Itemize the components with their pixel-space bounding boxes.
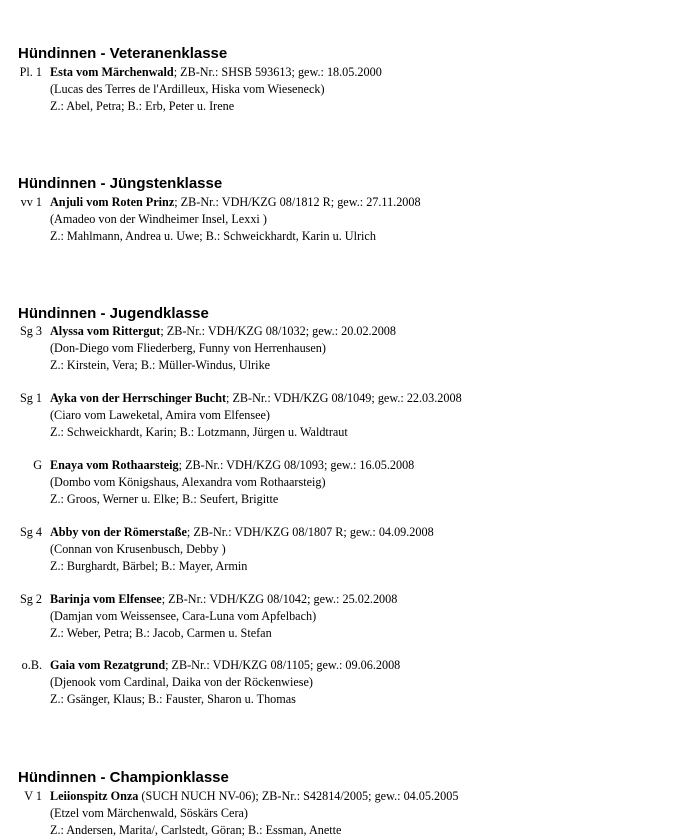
dog-entry: [0, 524, 700, 574]
grade-label: o.B.: [21, 658, 42, 672]
breeder-owner-line: Z.: Mahlmann, Andrea u. Uwe; B.: Schweickhardt, Karin u. Ulrich: [50, 228, 376, 243]
dog-name: Abby von der Römerstaße: [50, 525, 187, 539]
parents-line: (Connan von Krusenbusch, Debby ): [50, 541, 226, 556]
dog-entry: [0, 64, 700, 114]
breeder-owner-line: Z.: Weber, Petra; B.: Jacob, Carmen u. Stefan: [50, 625, 272, 640]
registration-details: ; ZB-Nr.: VDH/KZG 08/1049; gew.: 22.03.2008: [226, 391, 462, 405]
section-title: Hündinnen - Veteranenklasse: [18, 45, 228, 62]
dog-name: Anjuli vom Roten Prinz: [50, 195, 175, 209]
parents-line: (Djenook vom Cardinal, Daika von der Röckenwiese): [50, 674, 313, 689]
breeder-owner-line: Z.: Abel, Petra; B.: Erb, Peter u. Irene: [50, 98, 235, 113]
grade-label: Sg 1: [19, 391, 42, 405]
dog-name: Leiionspitz Onza: [50, 789, 139, 803]
registration-details: (SUCH NUCH NV-06); ZB-Nr.: S42814/2005; gew.: 04.05.2005: [138, 789, 459, 803]
grade-label: vv 1: [20, 195, 42, 209]
dog-entry: [0, 788, 700, 838]
registration-details: ; ZB-Nr.: SHSB 593613; gew.: 18.05.2000: [173, 65, 382, 79]
breeder-owner-line: Z.: Andersen, Marita/, Carlstedt, Göran; B.: Essman, Anette: [50, 822, 342, 837]
section-title: Hündinnen - Championklasse: [18, 769, 229, 786]
dog-name: Barinja vom Elfensee: [50, 592, 162, 606]
breeder-owner-line: Z.: Groos, Werner u. Elke; B.: Seufert, Brigitte: [50, 491, 279, 506]
parents-line: (Lucas des Terres de l'Ardilleux, Hiska vom Wieseneck): [50, 81, 325, 96]
registration-details: ; ZB-Nr.: VDH/KZG 08/1807 R; gew.: 04.09.2008: [186, 525, 434, 539]
dog-name: Enaya vom Rothaarsteig: [50, 458, 179, 472]
grade-label: Sg 2: [19, 592, 42, 606]
registration-details: ; ZB-Nr.: VDH/KZG 08/1812 R; gew.: 27.11.2008: [174, 195, 421, 209]
breeder-owner-line: Z.: Gsänger, Klaus; B.: Fauster, Sharon u. Thomas: [50, 691, 296, 706]
dog-entry: [0, 194, 700, 244]
dog-entry: [0, 657, 700, 707]
registration-details: ; ZB-Nr.: VDH/KZG 08/1042; gew.: 25.02.2008: [161, 592, 398, 606]
breeder-owner-line: Z.: Burghardt, Bärbel; B.: Mayer, Armin: [50, 558, 248, 573]
dog-entry: [0, 390, 700, 440]
registration-details: ; ZB-Nr.: VDH/KZG 08/1032; gew.: 20.02.2008: [160, 324, 396, 338]
dog-name: Ayka von der Herrschinger Bucht: [50, 391, 227, 405]
dog-name: Alyssa vom Rittergut: [50, 324, 161, 338]
parents-line: (Don-Diego vom Fliederberg, Funny von Herrenhausen): [50, 340, 326, 355]
breeder-owner-line: Z.: Schweickhardt, Karin; B.: Lotzmann, Jürgen u. Waldtraut: [50, 424, 348, 439]
parents-line: (Dombo vom Königshaus, Alexandra vom Rothaarsteig): [50, 474, 326, 489]
parents-line: (Ciaro vom Laweketal, Amira vom Elfensee): [50, 407, 270, 422]
section-title: Hündinnen - Jüngstenklasse: [18, 175, 223, 192]
grade-label: Sg 3: [19, 324, 42, 338]
grade-label: G: [33, 458, 42, 472]
grade-label: Sg 4: [19, 525, 42, 539]
grade-label: V 1: [24, 789, 42, 803]
section-title: Hündinnen - Jugendklasse: [18, 305, 209, 322]
parents-line: (Damjan vom Weissensee, Cara-Luna vom Apfelbach): [50, 608, 317, 623]
dog-name: Esta vom Märchenwald: [50, 65, 174, 79]
grade-label: Pl. 1: [19, 65, 42, 79]
dog-entry: [0, 591, 700, 641]
parents-line: (Etzel vom Märchenwald, Söskärs Cera): [50, 805, 248, 820]
parents-line: (Amadeo von der Windheimer Insel, Lexxi ): [50, 211, 267, 226]
registration-details: ; ZB-Nr.: VDH/KZG 08/1105; gew.: 09.06.2008: [165, 658, 401, 672]
dog-entry: [0, 457, 700, 507]
registration-details: ; ZB-Nr.: VDH/KZG 08/1093; gew.: 16.05.2008: [178, 458, 415, 472]
dog-name: Gaia vom Rezatgrund: [50, 658, 166, 672]
dog-entry: [0, 323, 700, 373]
breeder-owner-line: Z.: Kirstein, Vera; B.: Müller-Windus, Ulrike: [50, 357, 271, 372]
